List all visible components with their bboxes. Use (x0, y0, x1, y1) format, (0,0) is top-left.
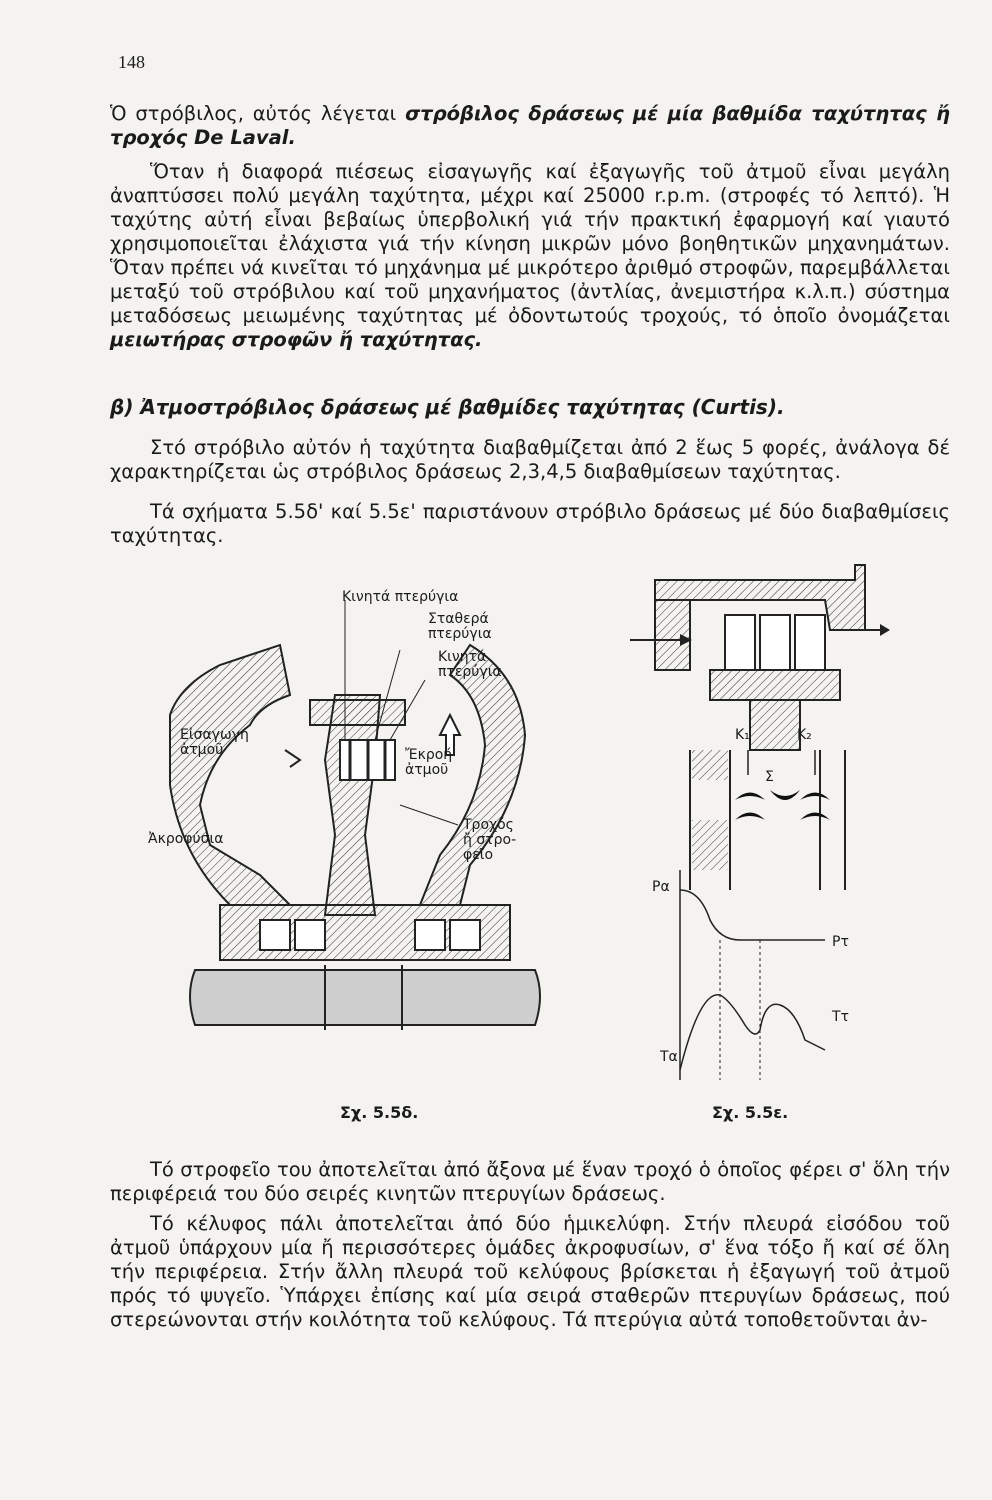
para2-text: Στό στρόβιλο αὐτόν ἡ ταχύτητα διαβαθμίζεται ἀπό 2 ἕως 5 φορές, ἀνάλογα δέ χαρακτηρίζεται ὡς στρόβιλος δράσεως 2,3,4,5 διαβαθμίσεων ταχύτητας. (110, 436, 950, 483)
label-steam-outlet: Ἔκροή ἀτμοῦ (405, 747, 453, 778)
label-k2: K₂ (797, 727, 812, 743)
label-k1: K₁ (735, 727, 750, 743)
paragraph-1 (110, 160, 950, 352)
label-sigma: Σ (765, 769, 774, 785)
label-moving-blades-top: Κινητά πτερύγια (342, 589, 459, 605)
paragraph-2 (110, 436, 950, 484)
pressure-temperature-diagram (630, 560, 890, 1100)
label-ta: Tα (660, 1049, 678, 1065)
paragraph-5 (110, 1212, 950, 1332)
para4-text: Τό στροφεῖο του ἀποτελεῖται ἀπό ἄξονα μέ ἕναν τροχό ὁ ὁποῖος φέρει σ' ὅλη τήν περιφέρειά του δύο σειρές κινητῶν πτερυγίων δράσεως. (110, 1158, 950, 1205)
caption-fig-5-5d: Σχ. 5.5δ. (340, 1103, 419, 1122)
caption-fig-5-5e: Σχ. 5.5ε. (712, 1103, 789, 1122)
intro-text: Ὁ στρόβιλος, αὐτός λέγεται (110, 102, 406, 125)
label-tt: Tτ (832, 1009, 849, 1025)
page-number: 148 (118, 52, 145, 72)
label-nozzles: Ἀκροφύσια (148, 831, 224, 847)
label-wheel: Τροχός ἤ στρο- φεῖο (463, 817, 517, 863)
label-pt: Pτ (832, 934, 849, 950)
paragraph-3 (110, 500, 950, 548)
label-pa: Pα (652, 879, 670, 895)
section-heading: β) Ἀτμοστρόβιλος δράσεως μέ βαθμίδες ταχύτητας (Curtis). (110, 395, 785, 419)
intro-paragraph (110, 102, 950, 150)
intro-emphasis: στρόβιλος δράσεως μέ μία βαθμίδα ταχύτητας ἤ τροχός De Laval. (110, 102, 950, 149)
para1-text: Ὅταν ἡ διαφορά πιέσεως εἰσαγωγῆς καί ἐξαγωγῆς τοῦ ἀτμοῦ εἶναι μεγάλη ἀναπτύσσει πολύ μεγάλη ταχύτητα, μέχρι καί 25000 r.p.m. (στροφές τό λεπτό). Ἡ ταχύτης αὐτή εἶναι βεβαίως ὑπερβολική γιά τήν πρακτική ἐφαρμογή καί γιαυτό χρησιμοποιεῖται ἐλάχιστα γιά τήν κίνηση μικρῶν μόνο βοηθητικῶν μηχανημάτων. Ὅταν πρέπει νά κινεῖται τό μηχάνημα μέ μικρότερο ἀριθμό στροφῶν, παρεμβάλλεται μεταξύ τοῦ στρόβιλου καί τοῦ μηχανήματος (ἀντλίας, ἀνεμιστήρα κ.λ.π.) σύστημα μεταδόσεως μειωμένης ταχύτητας μέ ὀδοντωτούς τροχούς, τό ὁποῖο ὀνομάζεται (110, 160, 950, 327)
label-steam-inlet: Εἰσαγωγή ἀτμοῦ (180, 727, 249, 758)
label-fixed-blades: Σταθερά πτερύγια (428, 611, 492, 642)
para3-text: Τά σχήματα 5.5δ' καί 5.5ε' παριστάνουν στρόβιλο δράσεως μέ δύο διαβαθμίσεις ταχύτητας. (110, 500, 950, 547)
para1-emphasis: μειωτήρας στροφῶν ἤ ταχύτητας. (110, 328, 483, 351)
para5-text: Τό κέλυφος πάλι ἀποτελεῖται ἀπό δύο ἡμικελύφη. Στήν πλευρά εἰσόδου τοῦ ἀτμοῦ ὑπάρχουν μία ἤ περισσότερες ὁμάδες ἀκροφυσίων, σ' ἕνα τόξο ἤ καί σέ ὅλη τήν περιφέρεια. Στήν ἄλλη πλευρά τοῦ κελύφους βρίσκεται ἡ ἐξαγωγή τοῦ ἀτμοῦ πρός τό ψυγεῖο. Ὑπάρχει ἐπίσης καί μία σειρά σταθερῶν πτερυγίων δράσεως, πού στερεώνονται στήν κοιλότητα τοῦ κελύφους. Τά πτερύγια αὐτά τοποθετοῦνται ἀν- (110, 1212, 950, 1331)
label-moving-blades: Κινητά πτερύγια (438, 649, 502, 680)
paragraph-4 (110, 1158, 950, 1206)
